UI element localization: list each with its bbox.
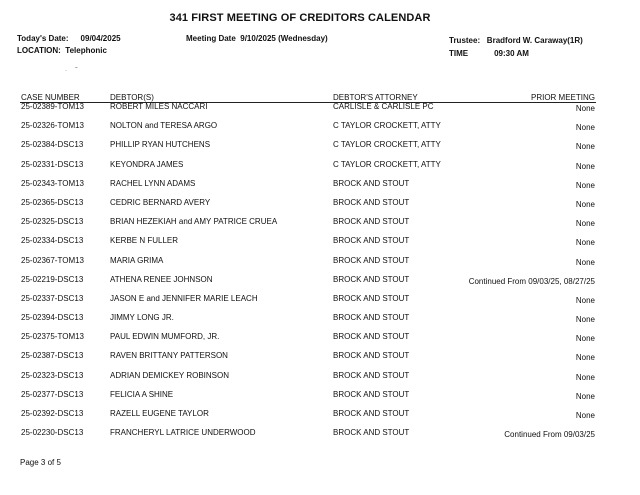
case-number: 25-02387-DSC13 (21, 351, 84, 361)
time-label: TIME (449, 49, 469, 58)
case-number: 25-02337-DSC13 (21, 293, 84, 303)
attorney-name: C TAYLOR CROCKETT, ATTY (333, 159, 441, 169)
attorney-name: BROCK AND STOUT (333, 313, 410, 323)
prior-meeting: None (575, 161, 595, 171)
scan-specks: · ˜ (65, 68, 78, 74)
prior-meeting: None (575, 238, 595, 248)
location-label: LOCATION: (17, 46, 61, 55)
case-number: 25-02325-DSC13 (21, 217, 84, 227)
meeting-time (449, 49, 529, 58)
debtor-name: RAZELL EUGENE TAYLOR (110, 409, 209, 418)
attorney-name: CARLISLE & CARLISLE PC (333, 102, 434, 111)
attorney-name: C TAYLOR CROCKETT, ATTY (333, 140, 441, 150)
case-number: 25-02377-DSC13 (21, 389, 84, 399)
case-number: 25-02365-DSC13 (21, 197, 84, 207)
prior-meeting: Continued From 09/03/25, 08/27/25 (468, 276, 595, 286)
case-number: 25-02323-DSC13 (21, 370, 84, 380)
column-header-case-number: CASE NUMBER (21, 93, 80, 102)
prior-meeting: None (575, 123, 595, 133)
table-row (0, 351, 640, 370)
attorney-name: BROCK AND STOUT (333, 178, 410, 188)
attorney-name: BROCK AND STOUT (333, 293, 410, 303)
prior-meeting: None (575, 353, 595, 363)
attorney-name: BROCK AND STOUT (333, 428, 410, 438)
attorney-name: BROCK AND STOUT (333, 274, 410, 284)
prior-meeting: None (575, 411, 595, 420)
prior-meeting: None (575, 142, 595, 152)
attorney-name: BROCK AND STOUT (333, 370, 410, 380)
attorney-name: BROCK AND STOUT (333, 197, 410, 207)
debtor-name: BRIAN HEZEKIAH and AMY PATRICE CRUEA (110, 217, 278, 227)
attorney-name: BROCK AND STOUT (333, 217, 410, 227)
case-number: 25-02343-TOM13 (21, 178, 84, 188)
attorney-name: BROCK AND STOUT (333, 332, 410, 342)
case-number: 25-02230-DSC13 (21, 428, 84, 438)
table-row (0, 371, 640, 390)
table-row (0, 140, 640, 159)
column-header-attorney: DEBTOR'S ATTORNEY (333, 93, 418, 102)
prior-meeting: None (575, 199, 595, 209)
table-row (0, 428, 640, 447)
prior-meeting: None (575, 104, 595, 113)
page-title: 341 FIRST MEETING OF CREDITORS CALENDAR (169, 12, 431, 24)
prior-meeting: None (575, 180, 595, 190)
debtor-name: CEDRIC BERNARD AVERY (110, 197, 211, 207)
prior-meeting: Continued From 09/03/25 (504, 430, 595, 440)
trustee (449, 36, 583, 45)
case-number: 25-02384-DSC13 (21, 140, 84, 150)
case-number: 25-02375-TOM13 (21, 332, 84, 342)
debtor-name: ROBERT MILES NACCARI (110, 102, 208, 111)
table-row (0, 198, 640, 217)
debtor-name: PHILLIP RYAN HUTCHENS (110, 140, 211, 150)
table-row (0, 275, 640, 294)
meeting-date-value: 9/10/2025 (Wednesday) (240, 34, 328, 43)
todays-date-value: 09/04/2025 (80, 34, 121, 43)
page-number: Page 3 of 5 (20, 458, 61, 467)
prior-meeting: None (575, 391, 595, 401)
attorney-name: BROCK AND STOUT (333, 409, 410, 418)
attorney-name: BROCK AND STOUT (333, 255, 410, 265)
prior-meeting: None (575, 334, 595, 344)
time-value: 09:30 AM (494, 49, 529, 58)
trustee-value: Bradford W. Caraway(1R) (486, 36, 583, 45)
table-row (0, 160, 640, 179)
prior-meeting: None (575, 372, 595, 382)
case-number: 25-02326-TOM13 (21, 121, 84, 131)
todays-date-label: Today's Date: (17, 34, 69, 43)
debtor-name: RAVEN BRITTANY PATTERSON (110, 351, 228, 361)
case-number: 25-02367-TOM13 (21, 255, 84, 265)
column-header-prior-meeting: PRIOR MEETING (530, 93, 595, 102)
table-row (0, 313, 640, 332)
debtor-name: ADRIAN DEMICKEY ROBINSON (110, 370, 229, 380)
location-value: Telephonic (65, 46, 107, 55)
debtor-name: JASON E and JENNIFER MARIE LEACH (110, 293, 258, 303)
table-row (0, 390, 640, 409)
table-row (0, 236, 640, 255)
table-row (0, 121, 640, 140)
debtor-name: RACHEL LYNN ADAMS (110, 178, 196, 188)
location (17, 46, 107, 55)
debtor-name: JIMMY LONG JR. (110, 313, 174, 323)
table-row (0, 332, 640, 351)
case-number: 25-02394-DSC13 (21, 313, 84, 323)
attorney-name: BROCK AND STOUT (333, 236, 410, 246)
prior-meeting: None (575, 315, 595, 325)
debtor-name: PAUL EDWIN MUMFORD, JR. (110, 332, 220, 342)
debtor-name: MARIA GRIMA (110, 255, 164, 265)
attorney-name: BROCK AND STOUT (333, 389, 410, 399)
case-number: 25-02389-TOM13 (21, 102, 84, 111)
trustee-label: Trustee: (449, 36, 481, 45)
prior-meeting: None (575, 219, 595, 229)
case-number: 25-02392-DSC13 (21, 409, 84, 418)
table-row (0, 179, 640, 198)
table-row (0, 294, 640, 313)
debtor-name: ATHENA RENEE JOHNSON (110, 274, 213, 284)
todays-date (17, 34, 121, 43)
table-row (0, 217, 640, 236)
table-row (0, 409, 640, 428)
table-row (0, 256, 640, 275)
debtor-name: FRANCHERYL LATRICE UNDERWOOD (110, 428, 256, 438)
case-number: 25-02331-DSC13 (21, 159, 84, 169)
case-table (0, 102, 640, 447)
attorney-name: BROCK AND STOUT (333, 351, 410, 361)
prior-meeting: None (575, 295, 595, 305)
meeting-date (186, 34, 328, 43)
prior-meeting: None (575, 257, 595, 267)
debtor-name: KERBE N FULLER (110, 236, 179, 246)
case-number: 25-02334-DSC13 (21, 236, 84, 246)
debtor-name: KEYONDRA JAMES (110, 159, 184, 169)
debtor-name: FELICIA A SHINE (110, 389, 174, 399)
case-number: 25-02219-DSC13 (21, 274, 84, 284)
meeting-date-label: Meeting Date (186, 34, 236, 43)
table-row (0, 102, 640, 121)
debtor-name: NOLTON and TERESA ARGO (110, 121, 218, 131)
attorney-name: C TAYLOR CROCKETT, ATTY (333, 121, 441, 131)
column-header-debtors: DEBTOR(S) (110, 93, 154, 102)
